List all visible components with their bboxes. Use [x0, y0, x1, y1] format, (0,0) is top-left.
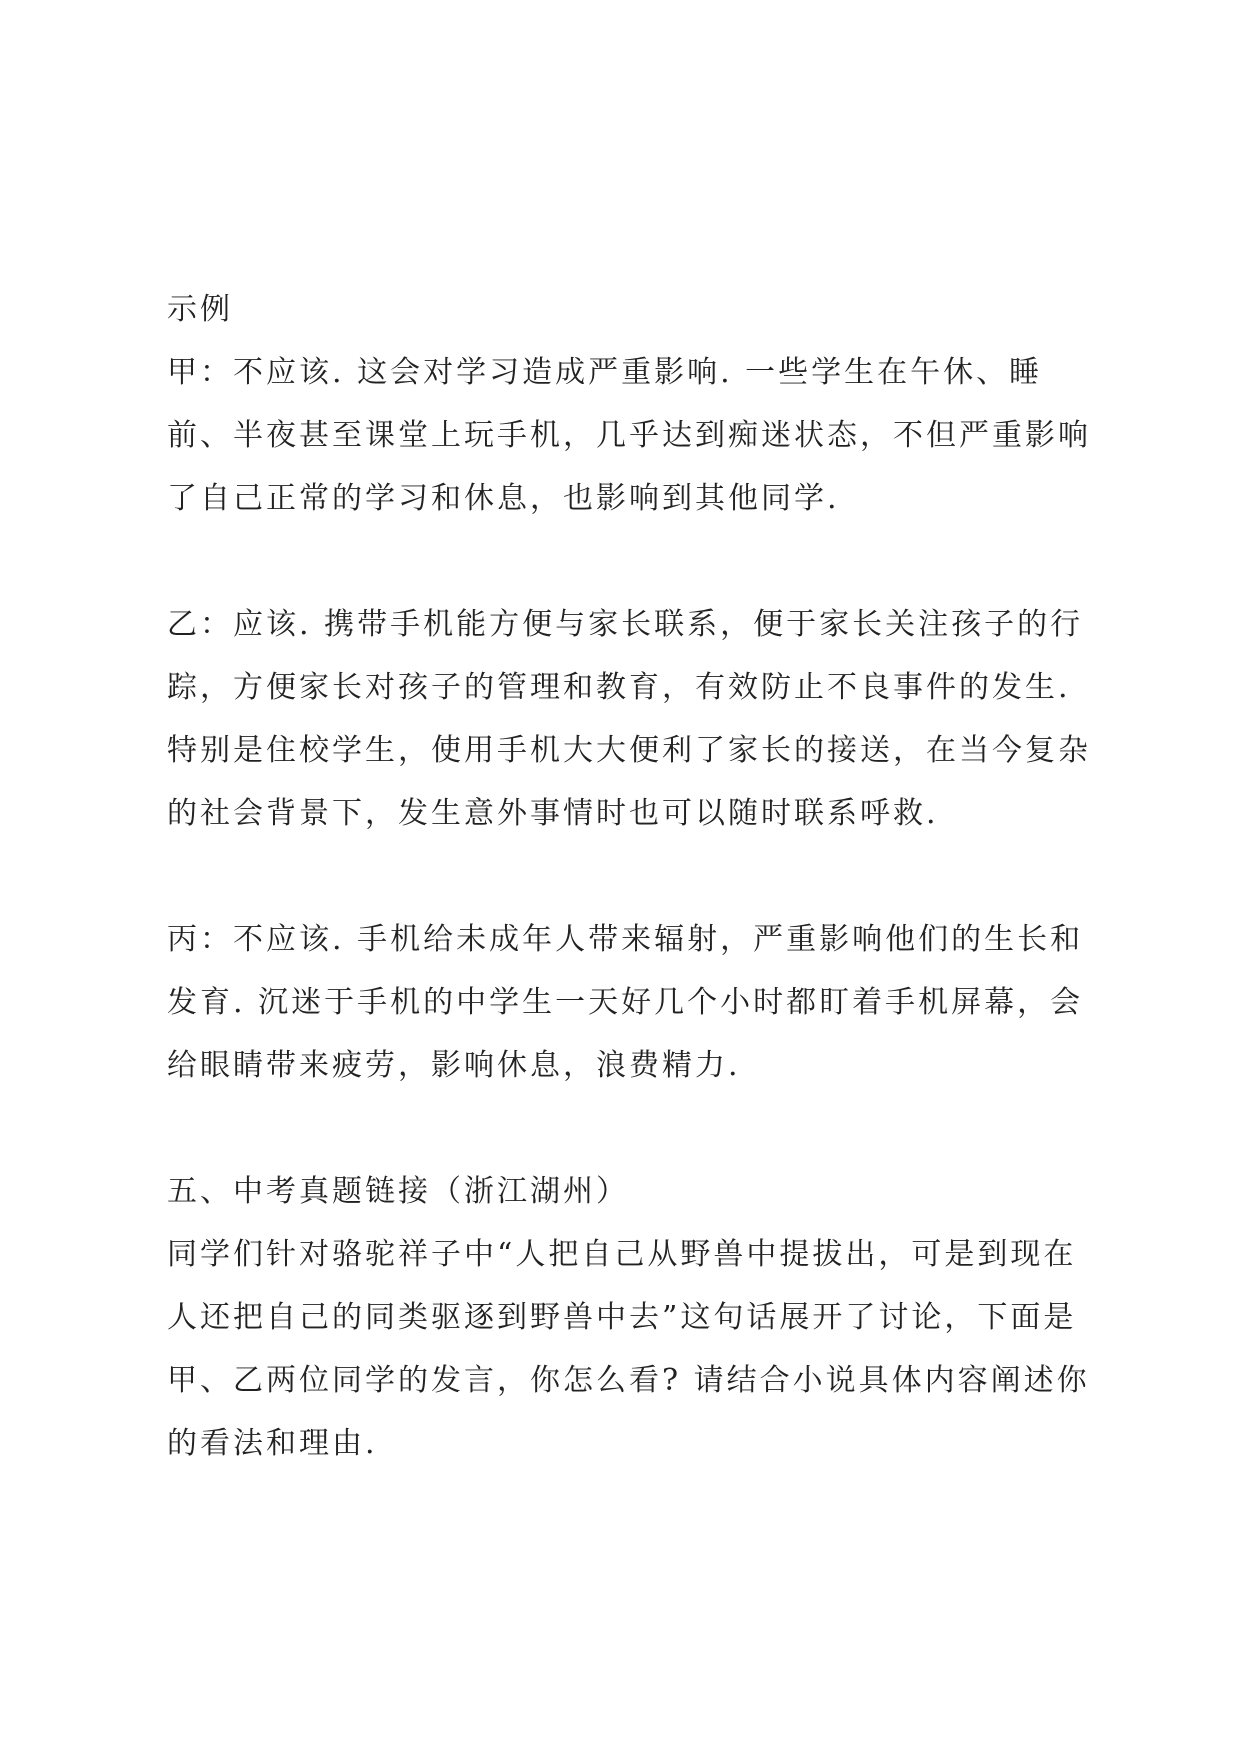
paragraph-line: 了自己正常的学习和休息，也影响到其他同学. — [167, 481, 840, 516]
section-line: 同学们针对骆驼祥子中“人把自己从野兽中提拔出，可是到现在 — [167, 1237, 1077, 1272]
document-page — [167, 278, 1091, 1475]
exam-link-section — [167, 1160, 1090, 1475]
section-line: 人还把自己的同类驱逐到野兽中去”这句话展开了讨论，下面是 — [167, 1300, 1077, 1335]
paragraph-line: 乙：应该. 携带手机能方便与家长联系，便于家长关注孩子的行 — [167, 607, 1084, 642]
paragraph-bing — [167, 908, 1087, 1097]
paragraph-line: 发育. 沉迷于手机的中学生一天好几个小时都盯着手机屏幕，会 — [167, 985, 1084, 1020]
section-title: 五、中考真题链接（浙江湖州） — [167, 1174, 629, 1209]
paragraph-line: 踪，方便家长对孩子的管理和教育，有效防止不良事件的发生. — [167, 670, 1071, 705]
section-line: 甲、乙两位同学的发言，你怎么看? 请结合小说具体内容阐述你 — [167, 1363, 1090, 1398]
paragraph-line: 给眼睛带来疲劳，影响休息，浪费精力. — [167, 1048, 741, 1083]
paragraph-line: 丙：不应该. 手机给未成年人带来辐射，严重影响他们的生长和 — [167, 922, 1084, 957]
paragraph-line: 甲：不应该. 这会对学习造成严重影响. 一些学生在午休、睡 — [167, 355, 1043, 390]
paragraph-line: 特别是住校学生，使用手机大大便利了家长的接送，在当今复杂 — [167, 733, 1091, 768]
example-heading: 示例 — [167, 292, 233, 327]
paragraph-line: 的社会背景下，发生意外事情时也可以随时联系呼救. — [167, 796, 939, 831]
section-line: 的看法和理由. — [167, 1426, 378, 1461]
paragraph-line: 前、半夜甚至课堂上玩手机，几乎达到痴迷状态，不但严重影响 — [167, 418, 1091, 453]
paragraph-yi — [167, 593, 1091, 845]
paragraph-jia — [167, 341, 1091, 530]
